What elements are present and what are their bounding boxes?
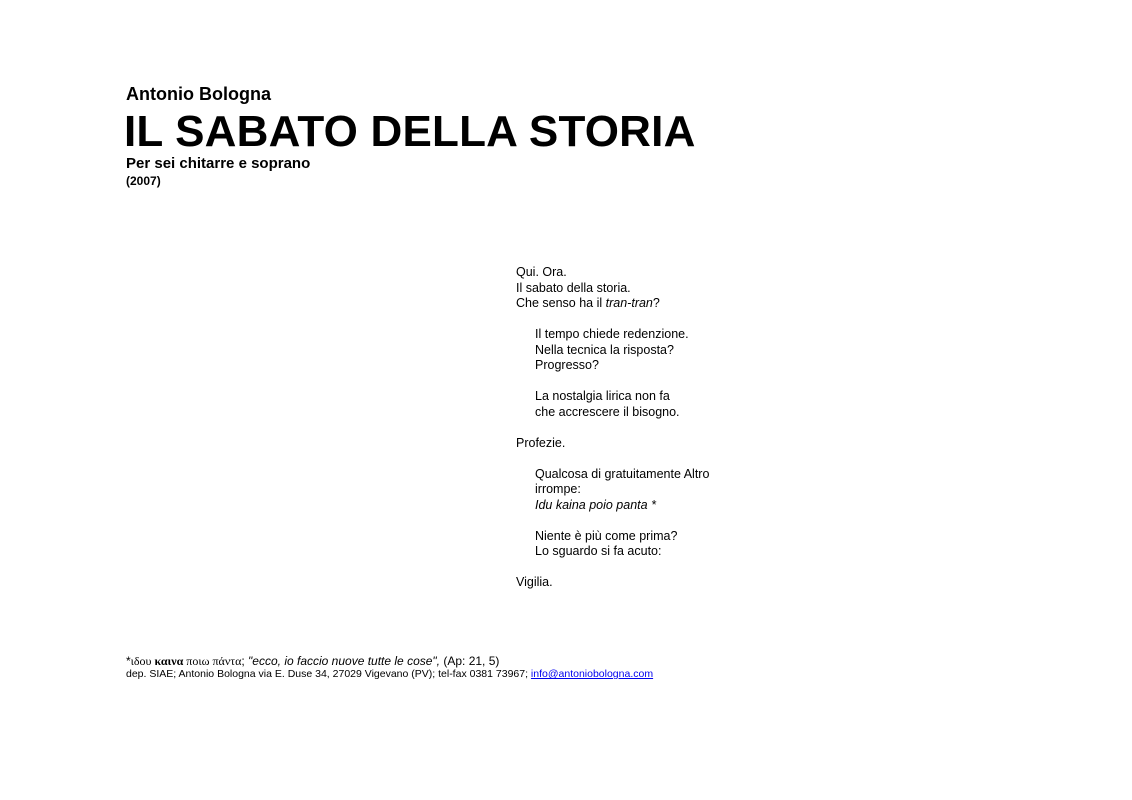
subtitle: Per sei chitarre e soprano (126, 155, 311, 172)
year: (2007) (126, 174, 161, 188)
poem-line: Profezie. (516, 435, 566, 450)
footer-contact (126, 668, 653, 681)
poem-line (516, 498, 709, 514)
footnote-greek-bold: καινα (154, 654, 184, 668)
footnote-greek: ποιω πάντα (183, 654, 242, 668)
poem-line (516, 296, 709, 312)
poem-line: Qui. Ora. (516, 265, 567, 279)
poem-line: Progresso? (535, 358, 599, 372)
poem-line: Lo sguardo si fa acuto: (535, 544, 662, 558)
poem-line: Il sabato della storia. (516, 280, 631, 295)
poem-line-italic: tran-tran (605, 296, 653, 310)
poem (516, 265, 709, 591)
poem-line: irrompe: (535, 482, 581, 496)
stanza-gap (516, 420, 709, 436)
poem-line: Qualcosa di gratuitamente Altro (535, 466, 710, 481)
stanza-gap (516, 513, 709, 529)
footnote-separator: ; (241, 654, 249, 668)
footer-address: dep. SIAE; Antonio Bologna via E. Duse 34, 27029 Vigevano (PV); tel-fax 0381 73967; (126, 668, 531, 680)
footnote-quote: "ecco, io faccio nuove tutte le cose", (248, 654, 441, 668)
poem-line: La nostalgia lirica non fa (535, 389, 670, 403)
poem-line: Niente è più come prima? (535, 528, 678, 543)
author: Antonio Bologna (126, 84, 271, 104)
footnote (126, 654, 499, 668)
footnote-reference: (Ap: 21, 5) (440, 654, 500, 668)
footnote-marker: * (126, 654, 131, 668)
email-link[interactable]: info@antoniobologna.com (530, 668, 654, 680)
page-title: IL SABATO DELLA STORIA (124, 107, 696, 156)
poem-line-italic: Idu kaina poio panta * (535, 497, 656, 512)
poem-line-text: Che senso ha il (516, 296, 606, 310)
stanza-gap (516, 560, 709, 576)
poem-line: Nella tecnica la risposta? (535, 342, 674, 357)
stanza-gap (516, 451, 709, 467)
poem-line: Il tempo chiede redenzione. (535, 327, 689, 341)
poem-line: Vigilia. (516, 575, 553, 589)
stanza-gap (516, 374, 709, 390)
poem-line: che accrescere il bisogno. (535, 404, 680, 419)
stanza-gap (516, 312, 709, 328)
footnote-greek: ιδου (130, 654, 155, 668)
poem-line-text: ? (652, 296, 660, 310)
